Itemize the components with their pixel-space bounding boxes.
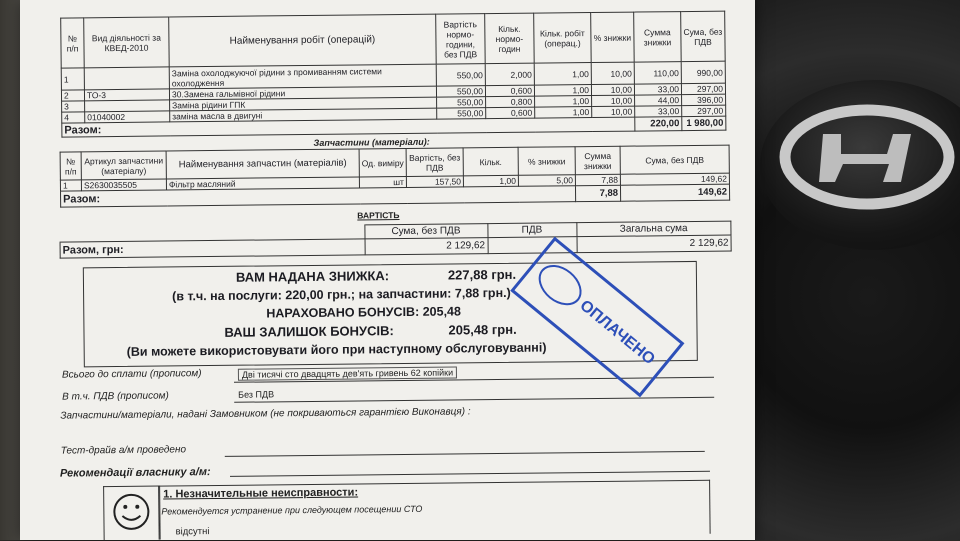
col-kved: Вид діяльності за КВЕД-2010 — [84, 17, 170, 68]
steering-wheel — [730, 0, 960, 540]
cost-total-row: Разом, грн: 2 129,62 2 129,62 — [60, 235, 731, 258]
col-no: № п/п — [61, 18, 85, 68]
table-row: 1 Заміна охолоджуючої рідини з промиванням системи охолодження 550,00 2,000 1,00 10,00 110,00 990,00 — [61, 61, 725, 90]
col-hours: Кільк. нормо-годин — [485, 13, 535, 64]
works-total-row: Разом: 220,00 1 980,00 — [62, 116, 726, 137]
total-words-label: Всього до сплати (прописом) — [61, 368, 202, 381]
smiley-icon — [111, 492, 151, 532]
table-row: 3 Заміна рідини ГПК 550,00 0,800 1,00 10,00 44,00 396,00 — [62, 94, 726, 112]
bonuses-accrued: НАРАХОВАНО БОНУСІВ: 205,48 — [266, 304, 461, 321]
parts-title: Запчастини (матеріали): — [313, 136, 430, 148]
col-discount-pct: % знижки — [591, 12, 635, 62]
discount-label: ВАМ НАДАНА ЗНИЖКА: — [235, 268, 390, 285]
col-hour-price: Вартість нормо-години, без ПДВ — [436, 14, 486, 65]
discount-value: 227,88 грн. — [447, 266, 517, 283]
bonus-balance-label: ВАШ ЗАЛИШОК БОНУСІВ: — [224, 323, 394, 340]
bonus-note: (Ви можете використовувати його при наступному обслуговуванні) — [126, 340, 547, 359]
recommendation-value: відсутні — [175, 526, 210, 538]
cost-title: ВАРТІСТЬ — [357, 210, 400, 221]
cost-table: Сума, без ПДВ ПДВ Загальна сума Разом, грн: 2 129,62 2 129,62 — [59, 221, 731, 259]
total-words-value: Дві тисячі сто двадцять дев'ять гривень 62 копійки — [238, 366, 457, 380]
works-table — [60, 11, 726, 138]
parts-total-row: Разом: 7,88 149,62 — [61, 184, 730, 207]
col-discount-sum: Сумма знижки — [634, 12, 682, 62]
recommendation-title: 1. Незначительные неисправности: — [163, 486, 359, 501]
customer-parts-label: Запчастини/матеріали, надані Замовником (не покриваються гарантією Виконавця) : — [60, 406, 471, 422]
test-drive-label: Тест-драйв а/м проведено — [60, 444, 187, 457]
discount-breakdown: (в т.ч. на послуги: 220,00 грн.; на запчастини: 7,88 грн.) — [172, 285, 511, 304]
col-work-name: Найменування робіт (операцій) — [169, 14, 437, 67]
bonus-balance-value: 205,48 грн. — [448, 321, 517, 338]
recommendations-label: Рекомендації власнику а/м: — [59, 466, 211, 480]
vat-value: Без ПДВ — [238, 389, 275, 400]
smiley-box — [103, 486, 161, 541]
recommendation-note: Рекомендуется устранение при следующем посещении СТО — [161, 503, 423, 517]
table-row: 4 01040002 заміна масла в двигуні 550,00 0,600 1,00 10,00 33,00 297,00 — [62, 105, 726, 123]
service-invoice — [20, 0, 755, 540]
col-ops: Кільк. робіт (операц.) — [534, 13, 592, 64]
col-sum: Сума, без ПДВ — [681, 11, 726, 61]
recommendation-box — [158, 480, 711, 540]
table-row: 2 ТО-3 30.Замена гальмівної рідини 550,00 0,600 1,00 10,00 33,00 297,00 — [61, 83, 725, 101]
parts-table: № п/п Артикул запчастини (матеріалу) Найменування запчастин (матеріалів) Од. виміру Вартість, без ПДВ Кільк. % знижки Сумма знижки Сума, без ПДВ 1 S2630035505 Фільтр масляний шт 157,50 1,00 5,00 7,88 149,62 Разом: 7,88 149,62 — [60, 145, 731, 208]
stamp-text: ОПЛАЧЕНО — [576, 297, 658, 369]
table-row: 1 S2630035505 Фільтр масляний шт 157,50 1,00 5,00 7,88 149,62 — [60, 173, 729, 191]
vat-label: В т.ч. ПДВ (прописом) — [62, 390, 169, 403]
hyundai-logo — [775, 100, 960, 215]
